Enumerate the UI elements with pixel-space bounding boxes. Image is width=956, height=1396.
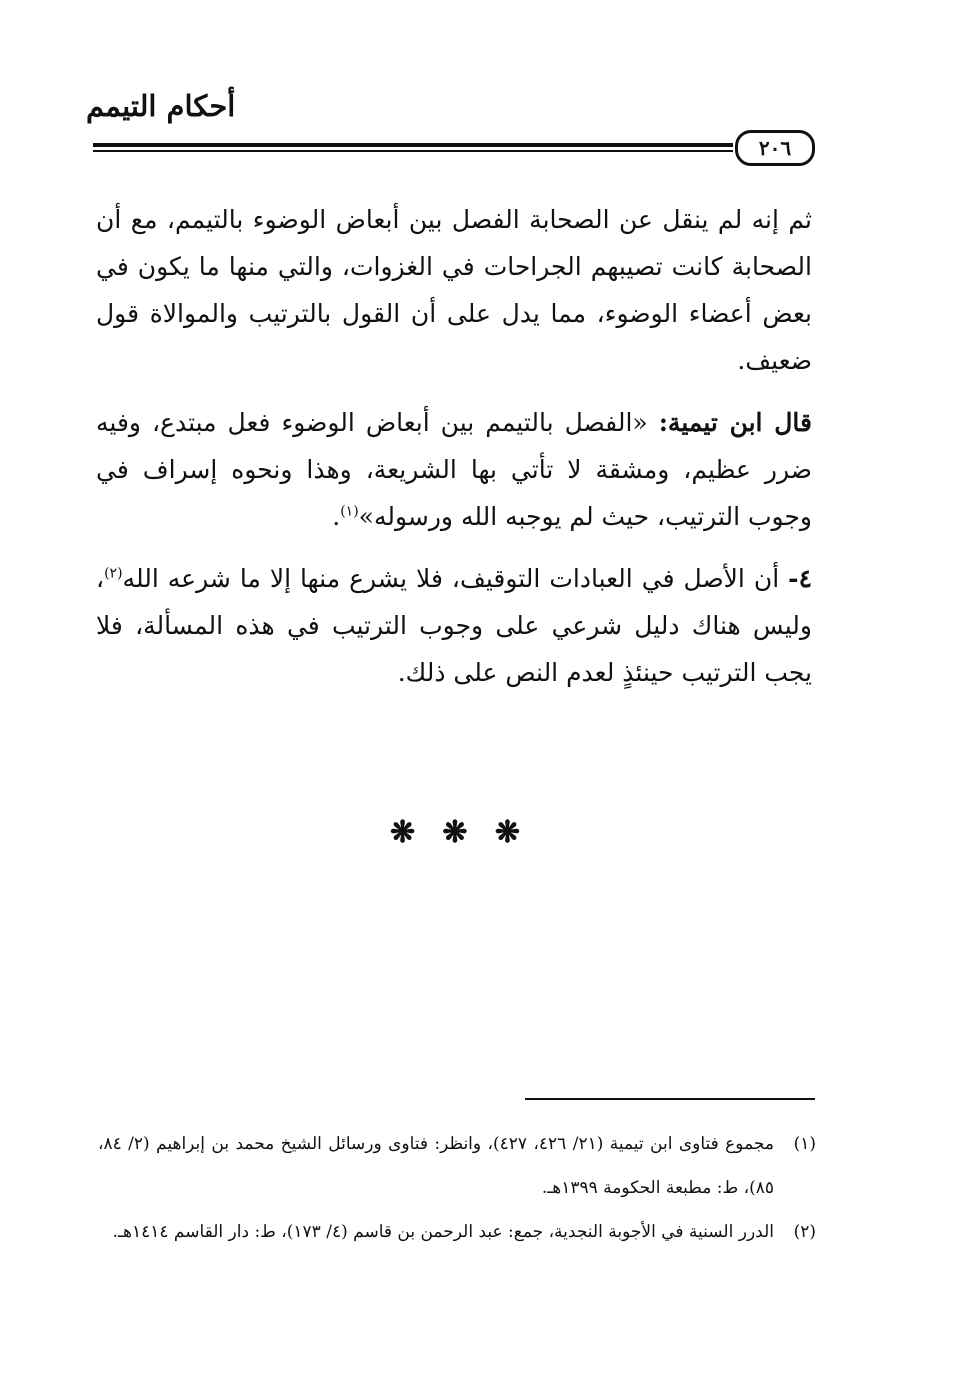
header-rule-thick <box>93 143 733 147</box>
asterisk-icon: ❋ <box>390 815 416 850</box>
page-number: ٢٠٦ <box>735 130 815 166</box>
footnotes <box>98 1122 816 1254</box>
footnote-text: الدرر السنية في الأجوبة النجدية، جمع: عبد الرحمن بن قاسم (٤/ ١٧٣)، ط: دار القاسم ١٤١٤هـ. <box>112 1222 774 1242</box>
footnote-ref-1: (١) <box>340 503 359 520</box>
quote-lead: قال ابن تيمية: <box>658 408 812 437</box>
paragraph-quote <box>96 399 812 540</box>
footnote-number: (١) <box>793 1134 816 1154</box>
point-text-b: ، وليس هناك دليل شرعي على وجوب الترتيب في هذه المسألة، فلا يجب الترتيب حينئذٍ لعدم النص على ذلك. <box>96 564 812 687</box>
running-header-title: أحكام التيمم <box>86 89 236 123</box>
footnote-text: مجموع فتاوى ابن تيمية (٢١/ ٤٢٦، ٤٢٧)، وانظر: فتاوى ورسائل الشيخ محمد بن إبراهيم (٢/ ٨٤، ٨٥)، ط: مطبعة الحكومة ١٣٩٩هـ. <box>98 1134 774 1198</box>
footnote-2 <box>98 1210 816 1254</box>
paragraph-1: ثم إنه لم ينقل عن الصحابة الفصل بين أبعاض الوضوء بالتيمم، مع أن الصحابة كانت تصيبهم الجراحات في الغزوات، والتي منها ما يكون في بعض أعضاء الوضوء، مما يدل على أن القول بالترتيب والموالاة قول ضعيف. <box>96 205 812 375</box>
asterisk-icon: ❋ <box>442 815 468 850</box>
paragraph-point-4 <box>96 555 812 696</box>
footnote-1 <box>98 1122 816 1210</box>
point-text-a: أن الأصل في العبادات التوقيف، فلا يشرع منها إلا ما شرعه الله <box>122 564 789 593</box>
quote-text: «الفصل بالتيمم بين أبعاض الوضوء فعل مبتدع، وفيه ضرر عظيم، ومشقة لا تأتي بها الشريعة، وهذا ونحوه إسراف في وجوب الترتيب، حيث لم يوجبه الله ورسوله» <box>96 408 812 531</box>
header-rule-thin <box>93 150 733 152</box>
quote-end: . <box>332 502 341 531</box>
footnote-ref-2: (٢) <box>104 565 123 582</box>
main-text <box>96 196 812 711</box>
footnote-rule <box>525 1098 815 1100</box>
point-number: ٤- <box>788 564 812 593</box>
section-separator <box>390 815 520 850</box>
footnote-number: (٢) <box>793 1222 816 1242</box>
asterisk-icon: ❋ <box>494 815 520 850</box>
